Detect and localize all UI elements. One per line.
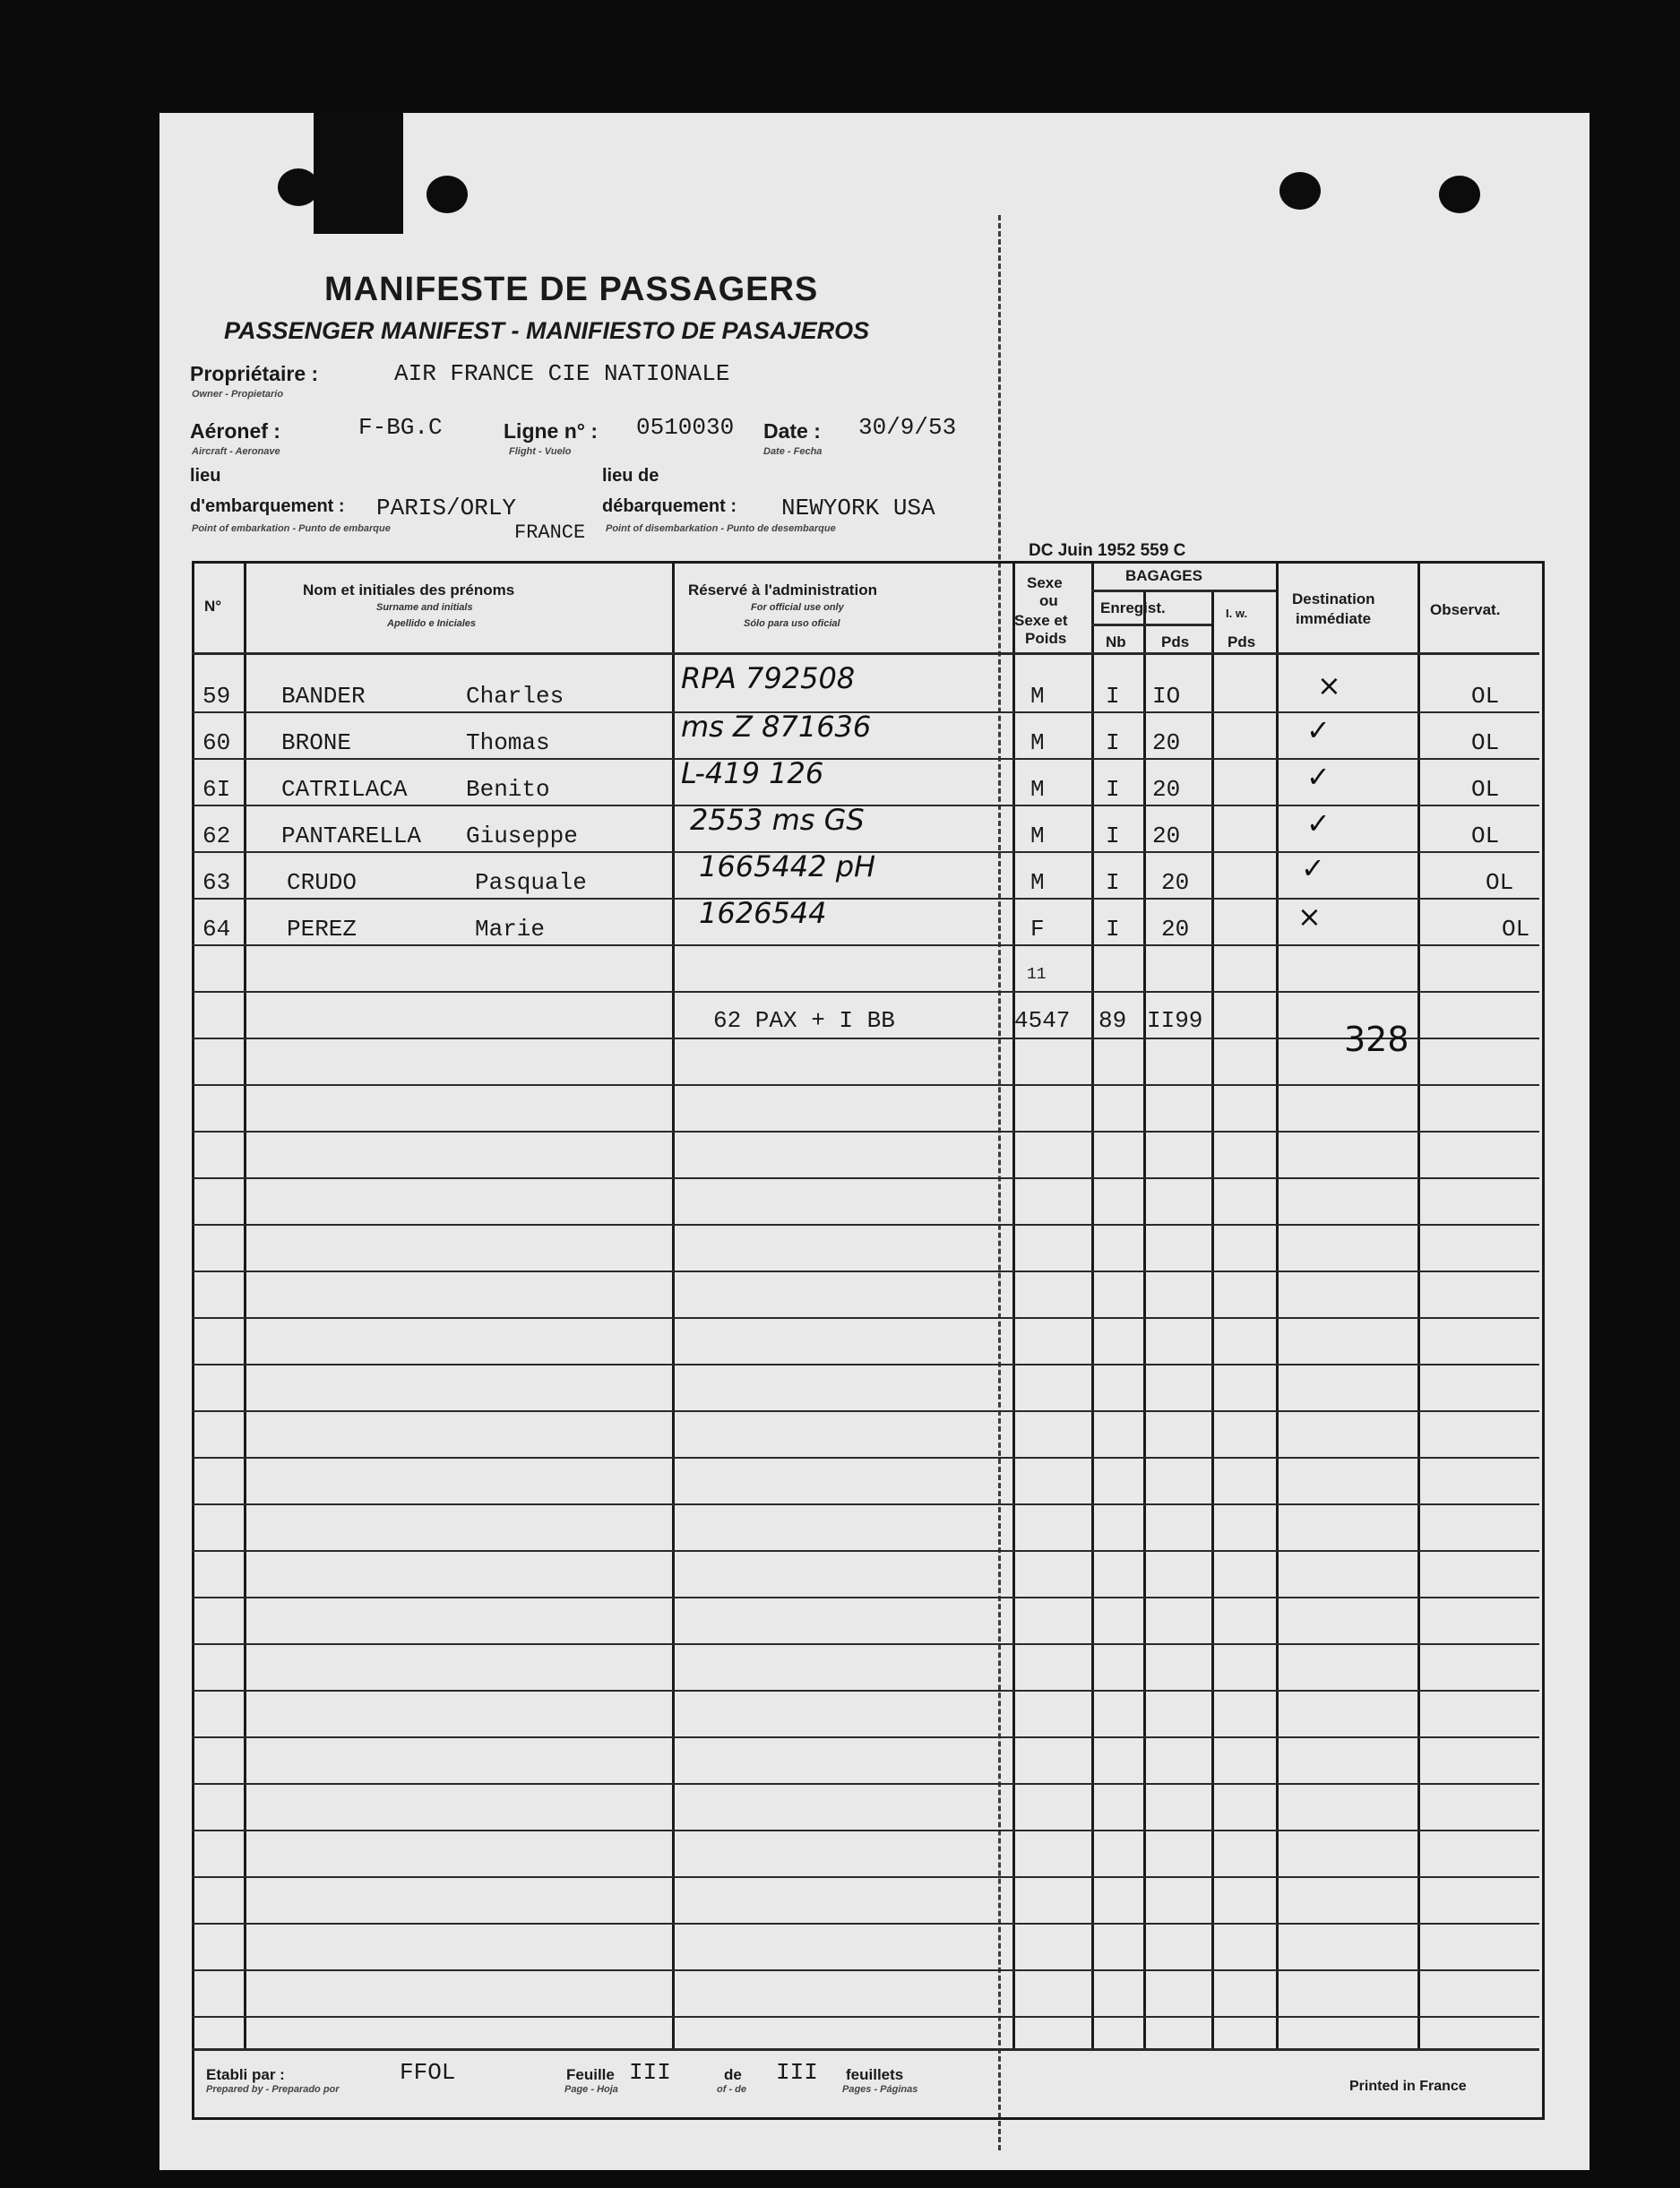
- column-divider: [1417, 561, 1420, 2048]
- column-divider: [244, 561, 246, 2048]
- row-first-name: Charles: [466, 683, 564, 710]
- header-divider: [1091, 624, 1211, 626]
- embark-value: PARIS/ORLY: [376, 495, 517, 521]
- col-number: N°: [204, 598, 222, 615]
- row-bag-count: I: [1106, 683, 1120, 710]
- ruled-line: [192, 1271, 1539, 1272]
- row-remark: OL: [1486, 869, 1514, 896]
- row-sex: F: [1030, 916, 1045, 943]
- date-sublabel: Date - Fecha: [763, 446, 823, 457]
- owner-sublabel: Owner - Propietario: [192, 389, 284, 400]
- row-sex: M: [1030, 683, 1045, 710]
- row-bag-weight: 20: [1161, 916, 1190, 943]
- row-destination-mark: ✓: [1301, 851, 1325, 885]
- sheets-label: feuillets: [846, 2066, 904, 2083]
- ruled-line: [192, 1084, 1539, 1086]
- row-destination-mark: ×: [1317, 668, 1341, 702]
- ruled-line: [192, 1364, 1539, 1365]
- row-remark: OL: [1502, 916, 1530, 943]
- punch-hole: [1439, 176, 1480, 213]
- row-bag-count: I: [1106, 916, 1120, 943]
- punch-hole: [426, 176, 468, 213]
- row-bag-count: I: [1106, 823, 1120, 849]
- ruled-line: [192, 1643, 1539, 1645]
- row-bag-weight: 20: [1152, 823, 1181, 849]
- row-remark: OL: [1471, 776, 1500, 803]
- ruled-line: [192, 1923, 1539, 1925]
- col-destination-1: Destination: [1292, 590, 1375, 607]
- row-number: 59: [202, 683, 231, 710]
- col-sex-1: Sexe: [1027, 574, 1063, 591]
- col-remarks: Observat.: [1430, 601, 1501, 618]
- total-bag-count: 89: [1098, 1007, 1127, 1034]
- embark-label: d'embarquement :: [190, 496, 345, 516]
- row-admin-note: 1626544: [699, 896, 827, 930]
- sheet-value: III: [629, 2059, 671, 2086]
- row-bag-weight: 20: [1152, 776, 1181, 803]
- punch-hole: [1279, 172, 1321, 210]
- row-sex: M: [1030, 823, 1045, 849]
- total-sheets-value: III: [776, 2059, 818, 2086]
- row-remark: OL: [1471, 823, 1500, 849]
- row-remark: OL: [1471, 729, 1500, 756]
- col-admin-es: Sólo para uso oficial: [744, 618, 840, 629]
- col-sex-4: Poids: [1025, 630, 1067, 647]
- row-first-name: Thomas: [466, 729, 550, 756]
- ruled-line: [192, 944, 1539, 946]
- of-sublabel: of - de: [717, 2084, 746, 2095]
- row-admin-note: 1665442 pH: [699, 849, 876, 883]
- date-value: 30/9/53: [858, 414, 957, 441]
- embark-sublabel: Point of embarkation - Punto de embarque: [192, 523, 391, 534]
- date-label: Date :: [763, 419, 821, 443]
- ruled-line: [192, 1503, 1539, 1505]
- total-weight: 4547: [1014, 1007, 1071, 1034]
- row-first-name: Marie: [475, 916, 546, 943]
- debark-label-top: lieu de: [602, 466, 659, 486]
- ruled-line: [192, 1550, 1539, 1552]
- form-code: DC Juin 1952 559 C: [1029, 541, 1186, 560]
- column-divider: [672, 561, 675, 2048]
- prepared-label: Etabli par :: [206, 2066, 285, 2083]
- col-nb: Nb: [1106, 633, 1126, 650]
- ruled-line: [192, 1131, 1539, 1133]
- col-registered: Enregist.: [1100, 599, 1166, 616]
- aircraft-label: Aéronef :: [190, 419, 280, 443]
- row-first-name: Pasquale: [475, 869, 587, 896]
- aircraft-value: F-BG.C: [358, 414, 443, 441]
- row-bag-weight: 20: [1152, 729, 1181, 756]
- row-admin-note: 2553 ms GS: [690, 803, 865, 837]
- row-destination-mark: ✓: [1306, 806, 1331, 840]
- col-pds: Pds: [1161, 633, 1190, 650]
- row-first-name: Giuseppe: [466, 823, 578, 849]
- col-destination-2: immédiate: [1296, 610, 1372, 627]
- ruled-line: [192, 1783, 1539, 1785]
- ruled-line: [192, 898, 1539, 900]
- row-admin-note: L-419 126: [681, 756, 824, 790]
- ditto-mark: 11: [1027, 966, 1047, 984]
- row-bag-weight: 20: [1161, 869, 1190, 896]
- row-admin-note: RPA 792508: [681, 661, 856, 695]
- row-surname: PANTARELLA: [281, 823, 422, 849]
- page-subtitle: PASSENGER MANIFEST - MANIFIESTO DE PASAJEROS: [224, 317, 870, 344]
- prepared-sublabel: Prepared by - Preparado por: [206, 2084, 340, 2095]
- row-remark: OL: [1471, 683, 1500, 710]
- ruled-line: [192, 1224, 1539, 1226]
- row-admin-note: ms Z 871636: [681, 710, 872, 744]
- col-sex-3: Sexe et: [1014, 612, 1068, 629]
- row-sex: M: [1030, 776, 1045, 803]
- row-surname: BANDER: [281, 683, 366, 710]
- col-iw-pds: Pds: [1228, 633, 1256, 650]
- row-destination-mark: ✓: [1306, 760, 1331, 794]
- row-number: 64: [202, 916, 231, 943]
- row-destination-mark: ×: [1297, 900, 1322, 934]
- row-surname: CATRILACA: [281, 776, 408, 803]
- col-name: Nom et initiales des prénoms: [303, 581, 515, 599]
- header-divider: [1091, 590, 1276, 592]
- flight-label: Ligne n° :: [504, 419, 599, 443]
- ruled-line: [192, 805, 1539, 806]
- row-surname: PEREZ: [287, 916, 358, 943]
- binding-tab: [314, 113, 403, 234]
- col-name-en: Surname and initials: [376, 602, 473, 613]
- flight-value: 0510030: [636, 414, 735, 441]
- row-number: 62: [202, 823, 231, 849]
- ruled-line: [192, 2016, 1539, 2018]
- row-surname: CRUDO: [287, 869, 358, 896]
- ruled-line: [192, 758, 1539, 760]
- punch-hole: [278, 168, 319, 206]
- row-number: 60: [202, 729, 231, 756]
- header-divider: [192, 652, 1539, 655]
- ruled-line: [192, 991, 1539, 993]
- ruled-line: [192, 1690, 1539, 1692]
- debark-label: débarquement :: [602, 496, 737, 516]
- ruled-line: [192, 1736, 1539, 1738]
- ruled-line: [192, 1830, 1539, 1831]
- col-name-es: Apellido e Iniciales: [387, 618, 477, 629]
- total-bag-weight: II99: [1147, 1007, 1203, 1034]
- col-sex-2: ou: [1039, 592, 1058, 609]
- page-title: MANIFESTE DE PASSAGERS: [324, 271, 819, 308]
- debark-value: NEWYORK USA: [781, 495, 935, 521]
- column-divider: [1276, 561, 1279, 2048]
- flight-sublabel: Flight - Vuelo: [509, 446, 572, 457]
- col-admin: Réservé à l'administration: [688, 581, 877, 599]
- debark-sublabel: Point of disembarkation - Punto de desembarque: [606, 523, 836, 534]
- row-surname: BRONE: [281, 729, 352, 756]
- col-iw: I. w.: [1226, 607, 1248, 620]
- owner-value: AIR FRANCE CIE NATIONALE: [394, 360, 730, 387]
- footer-divider: [192, 2048, 1539, 2051]
- col-baggage: BAGAGES: [1125, 567, 1202, 584]
- owner-label: Propriétaire :: [190, 362, 319, 385]
- printer-mark: Printed in France: [1349, 2079, 1467, 2094]
- row-number: 6I: [202, 776, 231, 803]
- ruled-line: [192, 1038, 1539, 1039]
- row-sex: M: [1030, 869, 1045, 896]
- sheet-sublabel: Page - Hoja: [564, 2084, 618, 2095]
- ruled-line: [192, 1177, 1539, 1179]
- embark-country: FRANCE: [514, 521, 586, 544]
- of-label: de: [724, 2066, 742, 2083]
- row-sex: M: [1030, 729, 1045, 756]
- ruled-line: [192, 1317, 1539, 1319]
- col-admin-en: For official use only: [751, 602, 844, 613]
- ruled-line: [192, 1876, 1539, 1878]
- row-number: 63: [202, 869, 231, 896]
- row-bag-weight: IO: [1152, 683, 1181, 710]
- handwritten-total: 328: [1344, 1020, 1409, 1059]
- sheet-label: Feuille: [566, 2066, 615, 2083]
- total-passengers: 62 PAX + I BB: [713, 1007, 895, 1034]
- sheets-sublabel: Pages - Páginas: [842, 2084, 918, 2095]
- embark-label-top: lieu: [190, 466, 221, 486]
- column-divider: [1012, 561, 1015, 2048]
- ruled-line: [192, 1410, 1539, 1412]
- row-bag-count: I: [1106, 776, 1120, 803]
- row-bag-count: I: [1106, 729, 1120, 756]
- aircraft-sublabel: Aircraft - Aeronave: [192, 446, 280, 457]
- prepared-value: FFOL: [400, 2059, 456, 2086]
- ruled-line: [192, 1969, 1539, 1971]
- row-bag-count: I: [1106, 869, 1120, 896]
- ruled-line: [192, 1457, 1539, 1459]
- row-destination-mark: ✓: [1306, 713, 1331, 747]
- ruled-line: [192, 1597, 1539, 1598]
- column-divider: [1091, 561, 1094, 2048]
- row-first-name: Benito: [466, 776, 550, 803]
